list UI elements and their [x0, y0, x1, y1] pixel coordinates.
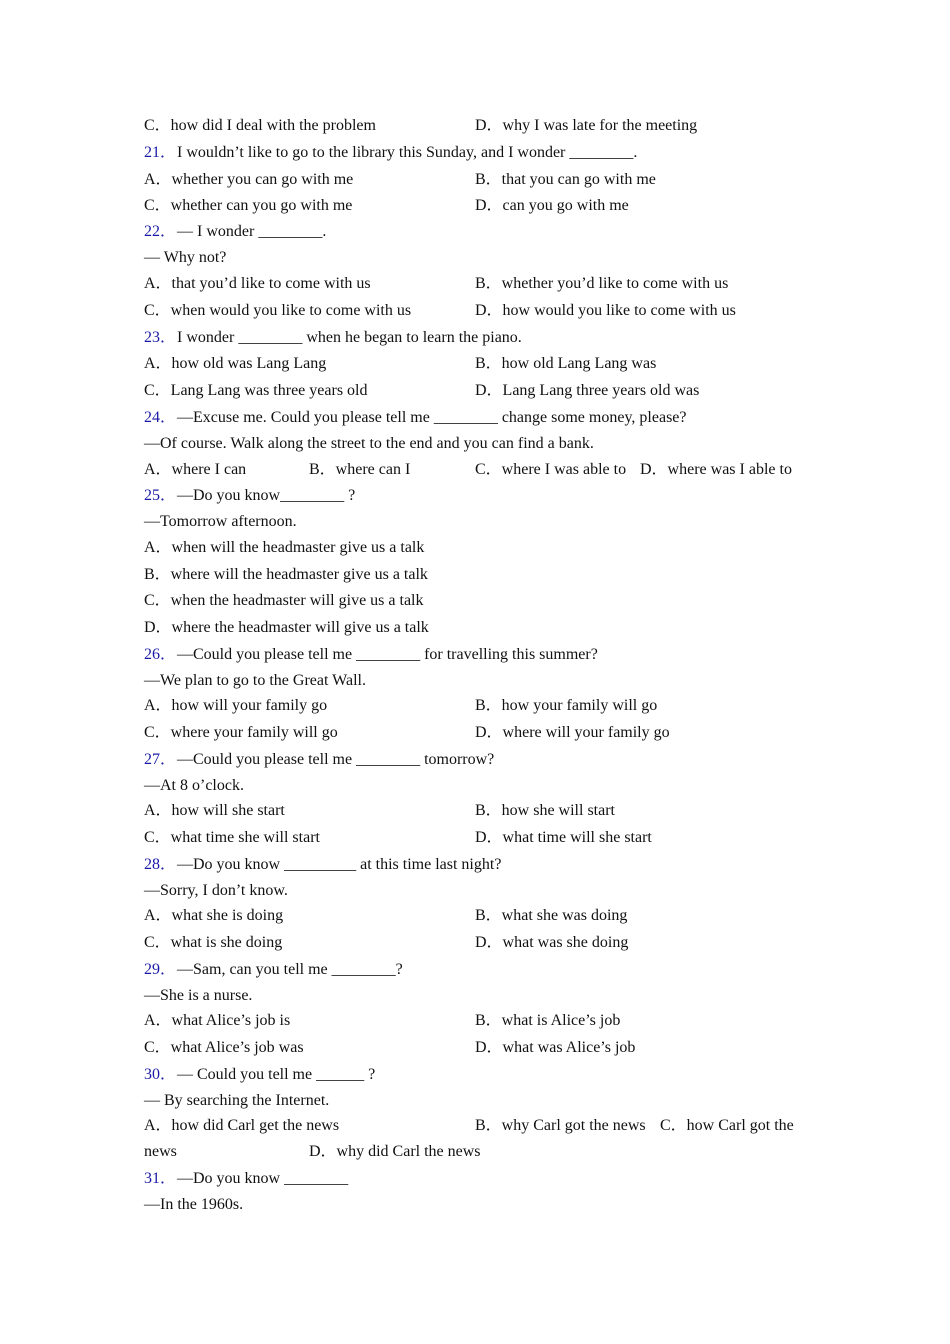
option-a: A．how did Carl get the news — [144, 1117, 340, 1134]
option-b: B．what is Alice’s job — [475, 1012, 621, 1029]
question-number: 29． — [144, 961, 177, 978]
option-a: A．what she is doing — [144, 907, 284, 924]
option-d: D．what was Alice’s job — [475, 1039, 636, 1056]
option-b: B．how she will start — [475, 802, 615, 819]
option-d: D．what was she doing — [475, 934, 629, 951]
option-b: B．how your family will go — [475, 697, 658, 714]
option-c: C．where I was able to — [475, 461, 627, 478]
question-number: 25． — [144, 487, 177, 504]
option-a: A．whether you can go with me — [144, 171, 354, 188]
option-c: C．when the headmaster will give us a talk — [144, 592, 424, 609]
option-b: B．where can I — [309, 461, 411, 478]
option-d: D．how would you like to come with us — [475, 302, 736, 319]
dialogue-reply: —Sorry, I don’t know. — [144, 882, 288, 899]
option-a: A．how will she start — [144, 802, 285, 819]
option-a: A．when will the headmaster give us a talk — [144, 539, 425, 556]
option-a: A．that you’d like to come with us — [144, 275, 371, 292]
option-a: A．where I can — [144, 461, 247, 478]
option-d: D．what time will she start — [475, 829, 652, 846]
option-b: B．whether you’d like to come with us — [475, 275, 729, 292]
question-number: 27． — [144, 751, 177, 768]
option-c: C．whether can you go with me — [144, 197, 353, 214]
question-text: I wouldn’t like to go to the library this Sunday, and I wonder ________. — [177, 144, 638, 161]
dialogue-reply: —At 8 o’clock. — [144, 777, 244, 794]
option-c: C．what Alice’s job was — [144, 1039, 304, 1056]
option-b: B．where will the headmaster give us a talk — [144, 566, 428, 583]
option-d: D．why did Carl the news — [309, 1143, 481, 1160]
question-number: 21． — [144, 144, 177, 161]
question-text: —Could you please tell me ________ tomorrow? — [177, 751, 495, 768]
dialogue-reply: —She is a nurse. — [144, 987, 253, 1004]
dialogue-reply: — By searching the Internet. — [144, 1092, 330, 1109]
option-a: A．what Alice’s job is — [144, 1012, 291, 1029]
dialogue-reply: —Of course. Walk along the street to the end and you can find a bank. — [144, 435, 594, 452]
option-c-continued: news — [144, 1143, 177, 1160]
question-number: 31． — [144, 1170, 177, 1187]
question-text: —Do you know ________ — [177, 1170, 349, 1187]
question-text: —Sam, can you tell me ________? — [177, 961, 403, 978]
question-text: —Excuse me. Could you please tell me ________ change some money, please? — [177, 409, 687, 426]
question-number: 26． — [144, 646, 177, 663]
dialogue-reply: —Tomorrow afternoon. — [144, 513, 297, 530]
question-number: 23． — [144, 329, 177, 346]
question-text: —Do you know________ ? — [177, 487, 356, 504]
option-b: B．what she was doing — [475, 907, 628, 924]
option-c: C．what is she doing — [144, 934, 283, 951]
question-number: 30． — [144, 1066, 177, 1083]
question-number: 28． — [144, 856, 177, 873]
option-d: D．where the headmaster will give us a talk — [144, 619, 429, 636]
question-text: —Could you please tell me ________ for travelling this summer? — [177, 646, 598, 663]
dialogue-reply: —In the 1960s. — [144, 1196, 244, 1213]
question-text: I wonder ________ when he began to learn the piano. — [177, 329, 522, 346]
question-number: 24． — [144, 409, 177, 426]
question-text: — Could you tell me ______ ? — [177, 1066, 376, 1083]
option-b: B．why Carl got the news — [475, 1117, 646, 1134]
option-d: D．Lang Lang three years old was — [475, 382, 700, 399]
dialogue-reply: —We plan to go to the Great Wall. — [144, 672, 366, 689]
option-c: C．how did I deal with the problem — [144, 117, 376, 134]
dialogue-reply: — Why not? — [144, 249, 227, 266]
option-c: C．how Carl got the — [660, 1117, 794, 1134]
option-d: D．can you go with me — [475, 197, 629, 214]
option-d: D．where was I able to — [640, 461, 792, 478]
option-a: A．how old was Lang Lang — [144, 355, 327, 372]
question-number: 22． — [144, 223, 177, 240]
option-b: B．how old Lang Lang was — [475, 355, 657, 372]
option-a: A．how will your family go — [144, 697, 328, 714]
question-text: — I wonder ________. — [177, 223, 327, 240]
option-c: C．Lang Lang was three years old — [144, 382, 368, 399]
option-c: C．when would you like to come with us — [144, 302, 412, 319]
question-text: —Do you know _________ at this time last night? — [177, 856, 502, 873]
option-d: D．where will your family go — [475, 724, 670, 741]
option-c: C．where your family will go — [144, 724, 338, 741]
option-c: C．what time she will start — [144, 829, 320, 846]
option-d: D．why I was late for the meeting — [475, 117, 698, 134]
option-b: B．that you can go with me — [475, 171, 656, 188]
